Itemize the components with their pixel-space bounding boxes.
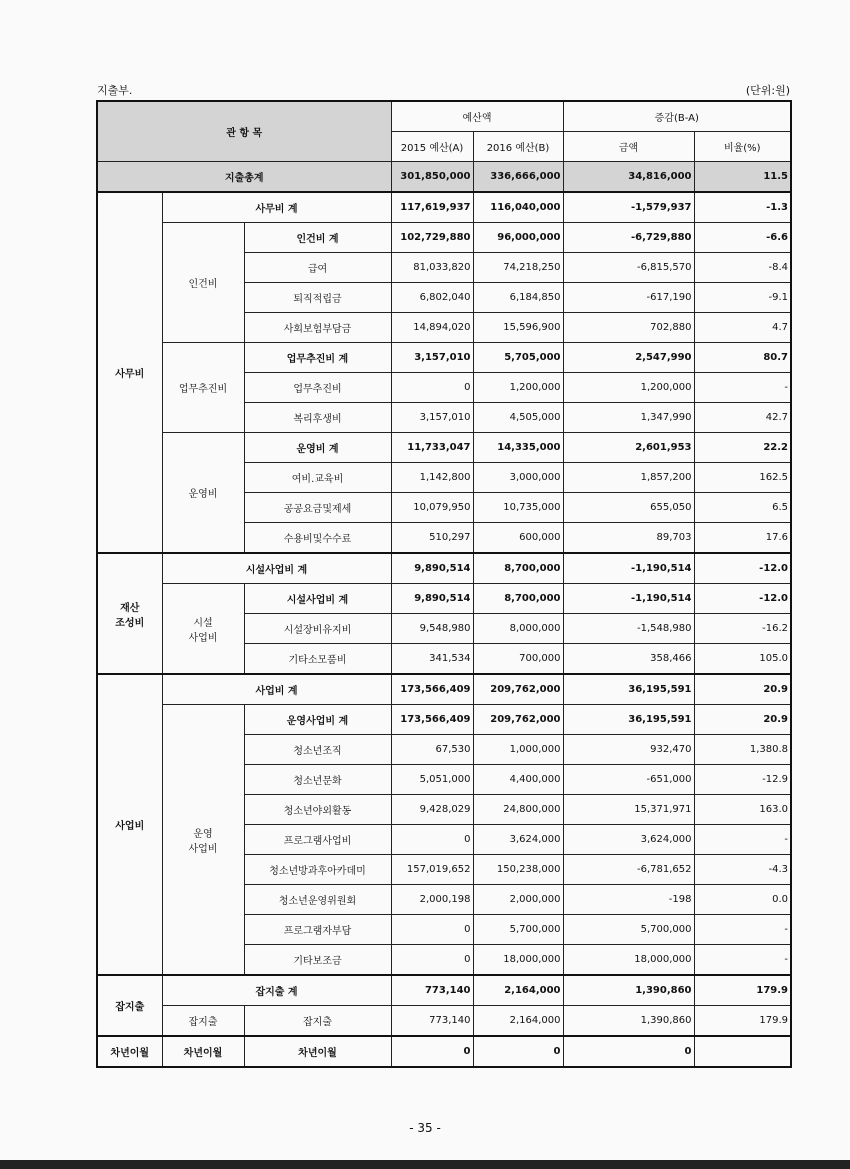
change-amount-cell: -617,190 xyxy=(563,283,694,313)
subtotal-label: 시설사업비 계 xyxy=(244,584,391,614)
budget-2016-cell: 10,735,000 xyxy=(473,493,563,523)
budget-2015-cell: 9,890,514 xyxy=(391,584,473,614)
budget-2016-cell: 8,700,000 xyxy=(473,553,563,584)
change-amount-cell: 15,371,971 xyxy=(563,795,694,825)
budget-2016-cell: 74,218,250 xyxy=(473,253,563,283)
gwan-project: 사업비 xyxy=(97,674,162,975)
change-ratio-cell: 80.7 xyxy=(694,343,791,373)
change-ratio-cell: 179.9 xyxy=(694,1006,791,1037)
table-row xyxy=(97,1036,791,1067)
table-row xyxy=(97,553,791,584)
hang-label: 업무추진비 xyxy=(162,343,244,433)
hang-label: 잡지출 xyxy=(162,1006,244,1037)
budget-2015-cell: 0 xyxy=(391,945,473,976)
budget-2016-cell: 1,000,000 xyxy=(473,735,563,765)
budget-2015-cell: 0 xyxy=(391,915,473,945)
budget-2016-cell: 6,184,850 xyxy=(473,283,563,313)
budget-2015-cell: 102,729,880 xyxy=(391,223,473,253)
table-row xyxy=(97,1006,791,1037)
change-ratio-cell: -8.4 xyxy=(694,253,791,283)
table-row xyxy=(97,101,791,132)
budget-2015-cell: 11,733,047 xyxy=(391,433,473,463)
header-2016: 2016 예산(B) xyxy=(473,132,563,162)
table-row xyxy=(97,975,791,1006)
budget-2015-cell: 0 xyxy=(391,373,473,403)
budget-2016-cell: 150,238,000 xyxy=(473,855,563,885)
budget-2016-cell: 600,000 xyxy=(473,523,563,554)
change-ratio-cell: -12.0 xyxy=(694,553,791,584)
change-ratio-cell: -4.3 xyxy=(694,855,791,885)
change-ratio-cell: - xyxy=(694,915,791,945)
change-amount-cell: 18,000,000 xyxy=(563,945,694,976)
change-ratio-cell: 20.9 xyxy=(694,674,791,705)
budget-2016-cell: 15,596,900 xyxy=(473,313,563,343)
item-label: 업무추진비 xyxy=(244,373,391,403)
budget-2016-cell: 2,164,000 xyxy=(473,1006,563,1037)
budget-2016-cell: 5,700,000 xyxy=(473,915,563,945)
item-label: 급여 xyxy=(244,253,391,283)
change-ratio-cell: 0.0 xyxy=(694,885,791,915)
budget-2016-cell: 1,200,000 xyxy=(473,373,563,403)
change-ratio-cell: 179.9 xyxy=(694,975,791,1006)
budget-2015-cell: 0 xyxy=(391,1036,473,1067)
item-label: 사회보험부담금 xyxy=(244,313,391,343)
subtotal-label: 사무비 계 xyxy=(162,192,391,223)
hang-carry: 차년이월 xyxy=(162,1036,244,1067)
change-amount-cell: 932,470 xyxy=(563,735,694,765)
header-2015: 2015 예산(A) xyxy=(391,132,473,162)
change-amount-cell: -198 xyxy=(563,885,694,915)
budget-2015-cell: 5,051,000 xyxy=(391,765,473,795)
change-ratio-cell: -12.0 xyxy=(694,584,791,614)
change-ratio-cell: 22.2 xyxy=(694,433,791,463)
change-amount-cell: 1,857,200 xyxy=(563,463,694,493)
table-row xyxy=(97,223,791,253)
page-number: - 35 - xyxy=(409,1121,441,1135)
budget-2015-cell: 14,894,020 xyxy=(391,313,473,343)
item-label: 퇴직적립금 xyxy=(244,283,391,313)
hang-ops-line2: 사업비 xyxy=(188,843,218,855)
budget-2016-cell: 18,000,000 xyxy=(473,945,563,976)
budget-2016-cell: 14,335,000 xyxy=(473,433,563,463)
change-amount-cell: 1,390,860 xyxy=(563,1006,694,1037)
gwan-carry: 차년이월 xyxy=(97,1036,162,1067)
budget-2016-cell: 116,040,000 xyxy=(473,192,563,223)
item-label: 잡지출 xyxy=(244,1006,391,1037)
change-ratio-cell: - xyxy=(694,373,791,403)
budget-2015-cell: 117,619,937 xyxy=(391,192,473,223)
item-label: 복리후생비 xyxy=(244,403,391,433)
budget-2015-cell: 173,566,409 xyxy=(391,705,473,735)
change-ratio-cell: - xyxy=(694,825,791,855)
budget-table xyxy=(96,100,792,1068)
section-title: 지출부. xyxy=(97,84,133,97)
item-label: 청소년방과후아카데미 xyxy=(244,855,391,885)
change-ratio-cell: 4.7 xyxy=(694,313,791,343)
change-amount-cell: 2,547,990 xyxy=(563,343,694,373)
change-ratio-cell: 17.6 xyxy=(694,523,791,554)
budget-2016-cell: 209,762,000 xyxy=(473,705,563,735)
item-label: 청소년운영위원회 xyxy=(244,885,391,915)
change-amount-cell: 0 xyxy=(563,1036,694,1067)
subtotal-label: 업무추진비 계 xyxy=(244,343,391,373)
hang-facility-line2: 사업비 xyxy=(188,632,218,644)
item-label: 수용비및수수료 xyxy=(244,523,391,554)
budget-2016-cell: 4,505,000 xyxy=(473,403,563,433)
subtotal-label: 잡지출 계 xyxy=(162,975,391,1006)
change-ratio-cell: - xyxy=(694,945,791,976)
change-ratio-cell: 11.5 xyxy=(694,162,791,193)
change-amount-cell: -6,729,880 xyxy=(563,223,694,253)
change-amount-cell: 34,816,000 xyxy=(563,162,694,193)
gwan-office: 사무비 xyxy=(97,192,162,553)
header-item: 관 항 목 xyxy=(97,101,391,162)
header-amount: 금액 xyxy=(563,132,694,162)
item-label: 청소년야외활동 xyxy=(244,795,391,825)
change-ratio-cell: -9.1 xyxy=(694,283,791,313)
budget-2015-cell: 67,530 xyxy=(391,735,473,765)
hang-label xyxy=(162,705,244,976)
change-ratio-cell: 20.9 xyxy=(694,705,791,735)
budget-2015-cell: 9,890,514 xyxy=(391,553,473,584)
budget-2015-cell: 773,140 xyxy=(391,1006,473,1037)
gwan-asset-line1: 재산 xyxy=(120,602,140,614)
header-ratio: 비율(%) xyxy=(694,132,791,162)
change-amount-cell: 5,700,000 xyxy=(563,915,694,945)
hang-label xyxy=(162,584,244,675)
table-row xyxy=(97,162,791,193)
item-label: 프로그램사업비 xyxy=(244,825,391,855)
budget-2016-cell: 24,800,000 xyxy=(473,795,563,825)
change-amount-cell: 36,195,591 xyxy=(563,674,694,705)
change-ratio-cell: 42.7 xyxy=(694,403,791,433)
change-ratio-cell: -1.3 xyxy=(694,192,791,223)
table-row xyxy=(97,343,791,373)
budget-2015-cell: 6,802,040 xyxy=(391,283,473,313)
item-label: 청소년문화 xyxy=(244,765,391,795)
change-amount-cell: 1,347,990 xyxy=(563,403,694,433)
budget-2016-cell: 336,666,000 xyxy=(473,162,563,193)
change-amount-cell: 1,390,860 xyxy=(563,975,694,1006)
scan-edge xyxy=(0,1160,850,1169)
change-ratio-cell: 105.0 xyxy=(694,644,791,675)
subtotal-label: 사업비 계 xyxy=(162,674,391,705)
table-row xyxy=(97,433,791,463)
change-ratio-cell: -16.2 xyxy=(694,614,791,644)
hang-ops-line1: 운영 xyxy=(193,828,213,840)
item-label: 프로그램자부담 xyxy=(244,915,391,945)
table-row xyxy=(97,584,791,614)
budget-2016-cell: 0 xyxy=(473,1036,563,1067)
budget-2016-cell: 700,000 xyxy=(473,644,563,675)
change-amount-cell: -6,781,652 xyxy=(563,855,694,885)
budget-2015-cell: 173,566,409 xyxy=(391,674,473,705)
change-ratio-cell: 6.5 xyxy=(694,493,791,523)
gwan-asset xyxy=(97,553,162,674)
item-label: 기타보조금 xyxy=(244,945,391,976)
gwan-misc: 잡지출 xyxy=(97,975,162,1036)
change-ratio-cell: 163.0 xyxy=(694,795,791,825)
budget-2015-cell: 510,297 xyxy=(391,523,473,554)
item-carry: 차년이월 xyxy=(244,1036,391,1067)
budget-2016-cell: 2,000,000 xyxy=(473,885,563,915)
change-amount-cell: 2,601,953 xyxy=(563,433,694,463)
hang-label: 인건비 xyxy=(162,223,244,343)
subtotal-label: 인건비 계 xyxy=(244,223,391,253)
budget-2015-cell: 1,142,800 xyxy=(391,463,473,493)
subtotal-label: 시설사업비 계 xyxy=(162,553,391,584)
budget-2015-cell: 81,033,820 xyxy=(391,253,473,283)
budget-2016-cell: 8,700,000 xyxy=(473,584,563,614)
change-ratio-cell: 1,380.8 xyxy=(694,735,791,765)
item-label: 기타소모품비 xyxy=(244,644,391,675)
budget-2015-cell: 3,157,010 xyxy=(391,343,473,373)
change-amount-cell: 655,050 xyxy=(563,493,694,523)
header-budget: 예산액 xyxy=(391,101,563,132)
change-amount-cell: 89,703 xyxy=(563,523,694,554)
change-amount-cell: 3,624,000 xyxy=(563,825,694,855)
budget-2016-cell: 96,000,000 xyxy=(473,223,563,253)
hang-facility-line1: 시설 xyxy=(193,617,213,629)
change-ratio-cell: -6.6 xyxy=(694,223,791,253)
budget-2015-cell: 10,079,950 xyxy=(391,493,473,523)
budget-2015-cell: 9,548,980 xyxy=(391,614,473,644)
budget-2015-cell: 301,850,000 xyxy=(391,162,473,193)
budget-2015-cell: 341,534 xyxy=(391,644,473,675)
table-row xyxy=(97,705,791,735)
change-ratio-cell xyxy=(694,1036,791,1067)
budget-2016-cell: 2,164,000 xyxy=(473,975,563,1006)
table-row xyxy=(97,192,791,223)
change-amount-cell: 36,195,591 xyxy=(563,705,694,735)
total-label: 지출총계 xyxy=(97,162,391,193)
item-label: 시설장비유지비 xyxy=(244,614,391,644)
change-amount-cell: -1,190,514 xyxy=(563,584,694,614)
budget-2015-cell: 0 xyxy=(391,825,473,855)
change-ratio-cell: 162.5 xyxy=(694,463,791,493)
budget-2016-cell: 4,400,000 xyxy=(473,765,563,795)
budget-2015-cell: 3,157,010 xyxy=(391,403,473,433)
change-amount-cell: -1,579,937 xyxy=(563,192,694,223)
change-amount-cell: 1,200,000 xyxy=(563,373,694,403)
header-change: 증감(B-A) xyxy=(563,101,791,132)
change-ratio-cell: -12.9 xyxy=(694,765,791,795)
change-amount-cell: -651,000 xyxy=(563,765,694,795)
item-label: 공공요금및제세 xyxy=(244,493,391,523)
subtotal-label: 운영사업비 계 xyxy=(244,705,391,735)
budget-2015-cell: 9,428,029 xyxy=(391,795,473,825)
change-amount-cell: -1,190,514 xyxy=(563,553,694,584)
item-label: 여비.교육비 xyxy=(244,463,391,493)
budget-2015-cell: 2,000,198 xyxy=(391,885,473,915)
change-amount-cell: -6,815,570 xyxy=(563,253,694,283)
subtotal-label: 운영비 계 xyxy=(244,433,391,463)
budget-2015-cell: 773,140 xyxy=(391,975,473,1006)
gwan-asset-line2: 조성비 xyxy=(115,617,145,629)
budget-2016-cell: 3,624,000 xyxy=(473,825,563,855)
budget-2016-cell: 8,000,000 xyxy=(473,614,563,644)
budget-2016-cell: 3,000,000 xyxy=(473,463,563,493)
change-amount-cell: 358,466 xyxy=(563,644,694,675)
budget-2015-cell: 157,019,652 xyxy=(391,855,473,885)
hang-label: 운영비 xyxy=(162,433,244,554)
unit-label: (단위:원) xyxy=(745,84,790,97)
budget-2016-cell: 5,705,000 xyxy=(473,343,563,373)
change-amount-cell: 702,880 xyxy=(563,313,694,343)
change-amount-cell: -1,548,980 xyxy=(563,614,694,644)
item-label: 청소년조직 xyxy=(244,735,391,765)
table-row xyxy=(97,674,791,705)
budget-2016-cell: 209,762,000 xyxy=(473,674,563,705)
